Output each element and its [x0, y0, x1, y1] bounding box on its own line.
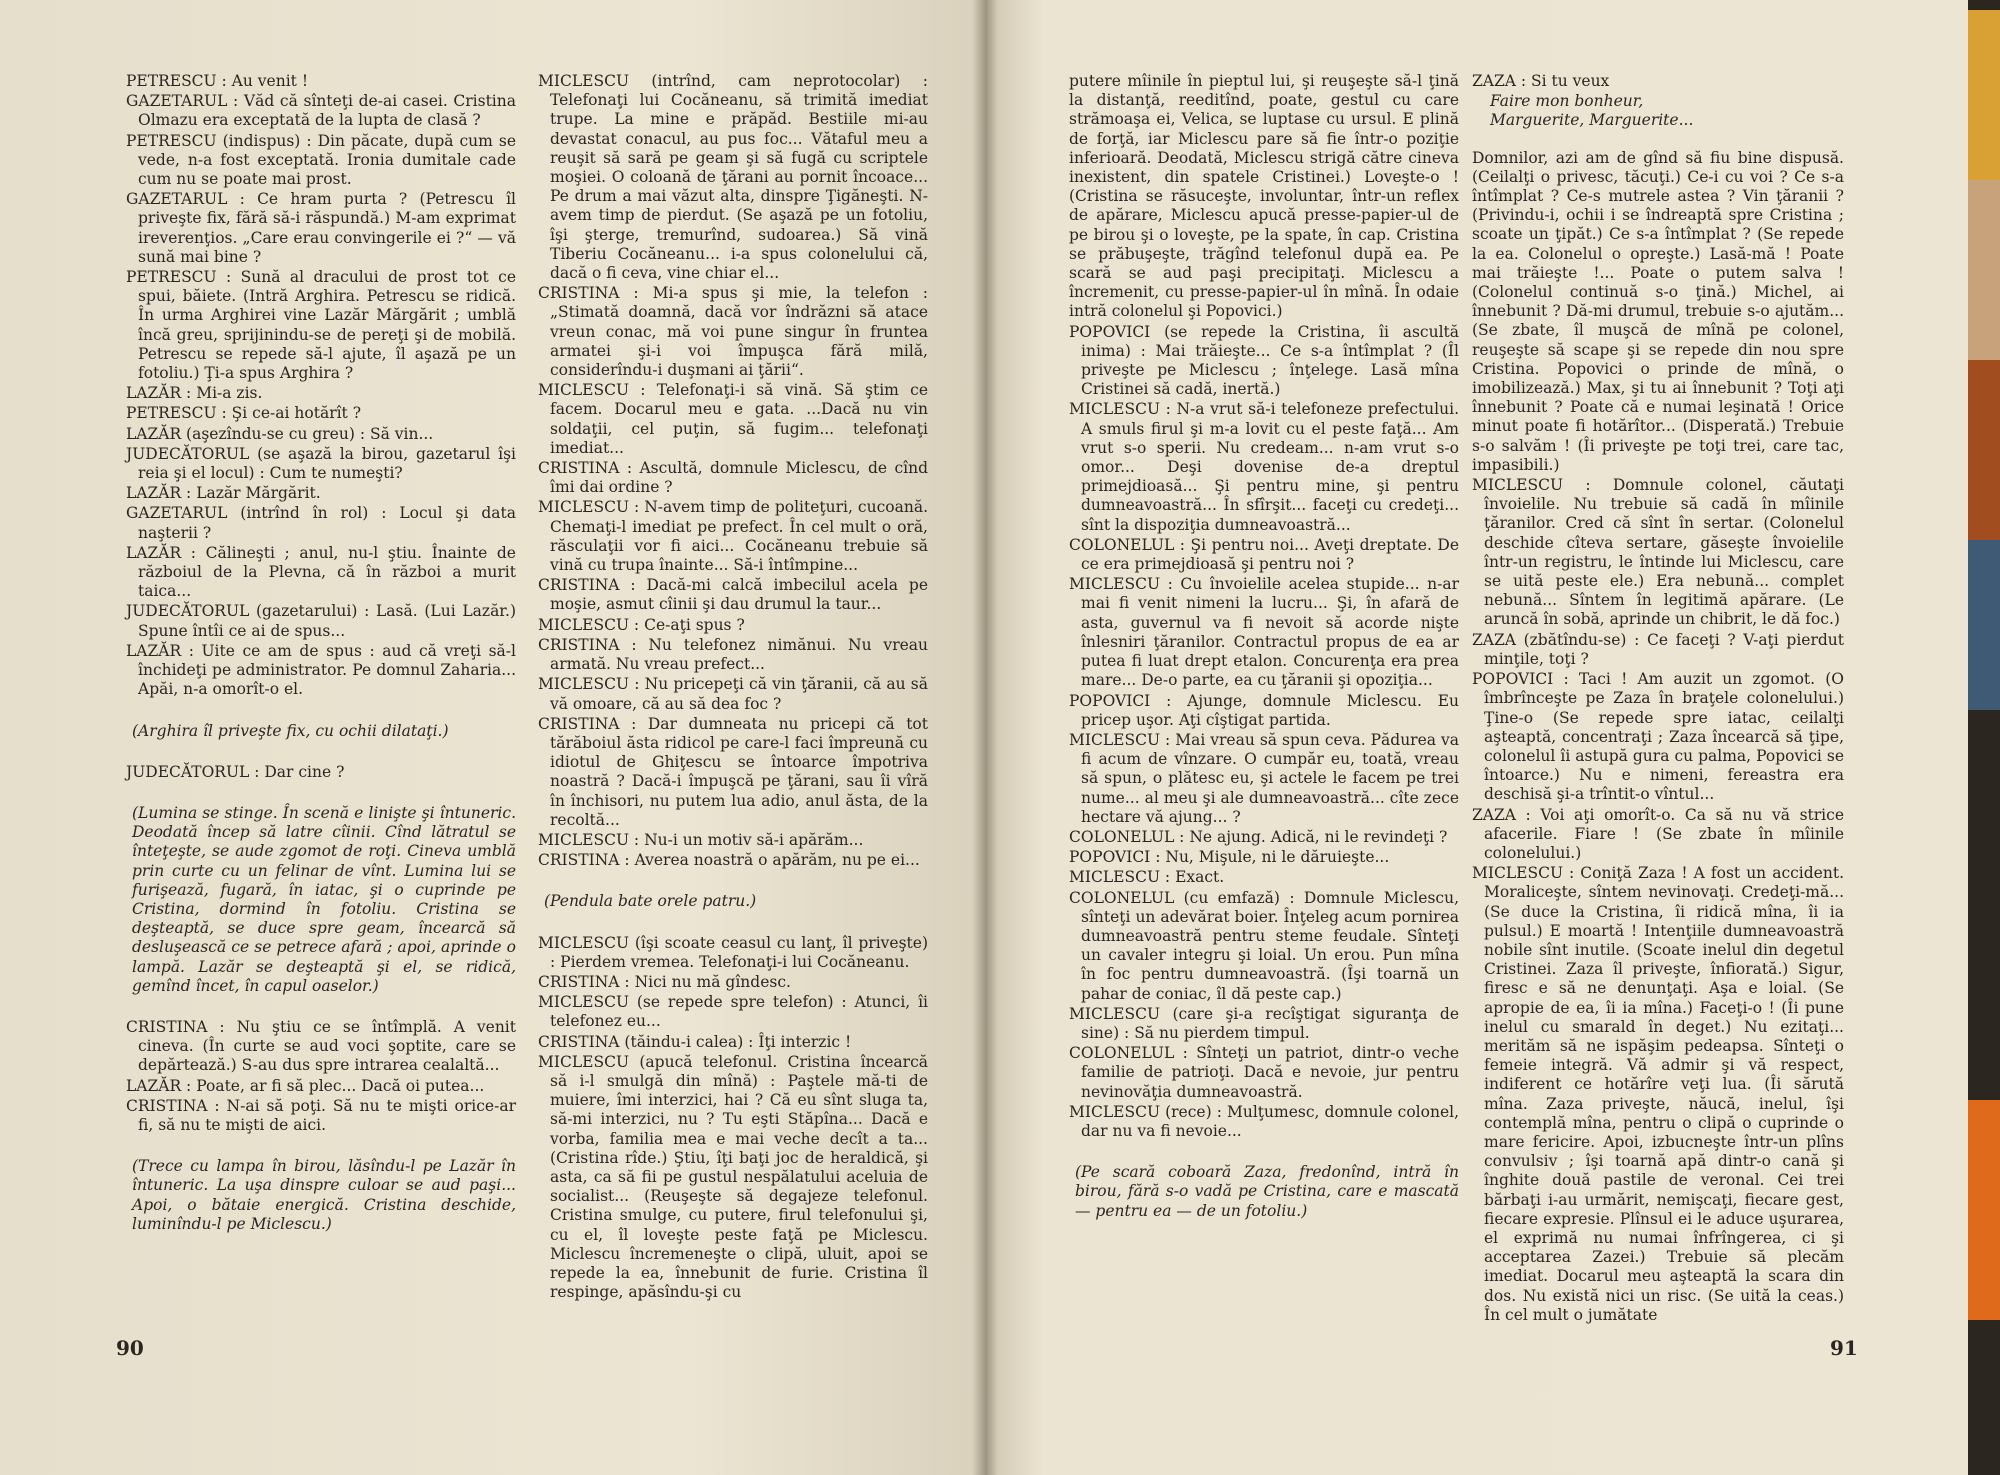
dialogue-line: MICLESCU : Telefonaţi-i să vină. Să ştim ce facem. Docarul meu e gata. ...Dacă nu vin soldaţii, cel puţin, să fugim... telefonaţi imediat...: [538, 381, 928, 457]
stage-direction: (Pe scară coboară Zaza, fredonînd, intră în birou, fără s-o vadă pe Cristina, care e mascată — pentru ea — de un fotoliu.): [1075, 1163, 1459, 1220]
dialogue-line: LAZĂR : Călineşti ; anul, nu-l ştiu. Înainte de războiul de la Plevna, că în război a murit taica...: [126, 543, 516, 601]
dialogue-line: Domnilor, azi am de gînd să fiu bine dispusă. (Ceilalţi o privesc, tăcuţi.) Ce-i cu voi ? Ce s-a întîmplat ? Ce-s mutrele astea ? Vin ţăranii ? (Privindu-i, ochii i se îndreaptă spre Cristina ; scoate un ţipăt.) Ce s-a întîmplat ? (Se repede la ea. Colonelul o opreşte.) Lasă-mă ! Poate mai trăieşte !... Poate o putem salva ! (Colonelul continuă s-o ţină.) Michel, ai înnebunit ? Dă-mi drumul, trebuie s-o ajutăm... (Se zbate, îl muşcă de mînă pe colonel, reuşeşte să scape şi se repede din nou spre Cristina. Popovici o prinde de mînă, o imobilizează.) Max, şi tu ai înnebunit ? Toţi aţi înnebunit ? Poate că e numai leşinată ! Orice minut poate fi hotărîtor... (Disperată.) Trebuie s-o salvăm ! (Îi priveşte pe toţi trei, care tac, impasibili.): [1472, 148, 1844, 474]
dialogue-line: LAZĂR : Uite ce am de spus : aud că vreţi să-l închideţi pe administrator. Pe domnul Zaharia... Apăi, n-a omorît-o el.: [126, 641, 516, 699]
book-gutter-shadow: [972, 0, 998, 1475]
dialogue-line: POPOVICI : Taci ! Am auzit un zgomot. (O îmbrînceşte pe Zaza în braţele colonelului.) Ţine-o (Se repede spre iatac, ceilalţi aşteaptă, concentraţi ; Zaza încearcă să ţipe, colonelul îi astupă gura cu palma, Popovici se întoarce.) Nu e nimeni, fereastra era deschisă şi-a trîntit-o vîntul...: [1472, 670, 1844, 804]
dialogue-line: CRISTINA : Averea noastră o apărăm, nu pe ei...: [538, 851, 920, 870]
dialogue-line: POPOVICI : Nu, Mişule, ni le dăruieşte...: [1069, 848, 1390, 867]
dialogue-line: MICLESCU : Cu învoielile acelea stupide... n-ar mai fi venit nimeni la lucru... Şi, în afară de asta, guvernul va fi nevoit să acorde nişte înlesniri ţăranilor. Contractul propus de ea ar putea fi luat drept etalon. Concurenţa era prea mare... De-o parte, ea cu ţăranii şi opoziţia...: [1069, 575, 1459, 690]
dialogue-line: Faire mon bonheur,: [1490, 92, 1644, 111]
dialogue-line: LAZĂR : Mi-a zis.: [126, 384, 263, 403]
stage-direction: (Arghira îl priveşte fix, cu ochii dilataţi.): [132, 721, 449, 740]
edge-color-tabs: [1968, 0, 2000, 1475]
dialogue-line: CRISTINA (tăindu-i calea) : Îţi interzic !: [538, 1032, 852, 1051]
dialogue-line: MICLESCU : Ce-aţi spus ?: [538, 615, 745, 634]
dialogue-line: GAZETARUL : Ce hram purta ? (Petrescu îl priveşte fix, fără să-i răspundă.) M-am exprimat ireverenţios. „Care erau convingerile ei ?“ — vă sună mai bine ?: [126, 190, 516, 266]
dialogue-line: CRISTINA : Ascultă, domnule Miclescu, de cînd îmi dai ordine ?: [538, 459, 928, 497]
dialogue-line: CRISTINA : Dacă-mi calcă imbecilul acela pe moşie, asmut cîinii şi dau drumul la taur...: [538, 576, 928, 614]
dialogue-line: MICLESCU : N-avem timp de politeţuri, cucoană. Chemaţi-l imediat pe prefect. În cel mult o oră, răsculaţii vor fi aici... Cocăneanu trebuie să vină cu trupa înainte... Să-i întîmpine...: [538, 498, 928, 575]
dialogue-line: PETRESCU (indispus) : Din păcate, după cum se vede, n-a fost exceptată. Ironia dumitale cade cum nu se poate mai prost.: [126, 131, 516, 189]
dialogue-line: COLONELUL (cu emfază) : Domnule Miclescu, sînteţi un adevărat boier. Înţeleg acum pornirea dumneavoastră pentru steme feudale. Sînteţi un cavaler integru şi loial. Un erou. Pun mîna în foc pentru dumneavoastră. (Îşi toarnă un pahar de coniac, îl dă peste cap.): [1069, 888, 1459, 1003]
tab-orange: [1968, 1100, 2000, 1320]
dialogue-line: MICLESCU (rece) : Mulţumesc, domnule colonel, dar nu va fi nevoie...: [1069, 1102, 1459, 1140]
dialogue-line: MICLESCU (îşi scoate ceasul cu lanţ, îl priveşte) : Pierdem vremea. Telefonaţi-i lui Cocăneanu.: [538, 933, 928, 971]
dialogue-line: MICLESCU (se repede spre telefon) : Atunci, îi telefonez eu...: [538, 993, 928, 1031]
dialogue-line: CRISTINA : Nu ştiu ce se întîmplă. A venit cineva. (În curte se aud voci şoptite, care se depărtează.) S-au dus spre intrarea cealaltă...: [126, 1017, 516, 1075]
tab-tan: [1968, 180, 2000, 360]
dialogue-line: LAZĂR : Lazăr Mărgărit.: [126, 484, 321, 503]
dialogue-line: MICLESCU (intrînd, cam neprotocolar) : Telefonaţi lui Cocăneanu, să trimită imediat trupe. La mine e prăpăd. Bestiile mi-au devastat conacul, au pus foc... Vătaful meu a reuşit să sară pe geam şi să fugă cu scriptele moşiei. O coloană de ţărani au pornit încoace... Pe drum a mai văzut alta, dinspre Ţigăneşti. N-avem timp de pierdut. (Se aşază pe un fotoliu, îşi şterge, tremurînd, sudoarea.) Să vină Tiberiu Cocăneanu... i-a spus colonelului că, dacă o fi ceva, vine chiar el...: [538, 72, 928, 283]
dialogue-line: GAZETARUL (intrînd în rol) : Locul şi data naşterii ?: [126, 504, 516, 542]
page-number-right: 91: [1830, 1336, 1858, 1360]
dialogue-line: MICLESCU : Nu-i un motiv să-i apărăm...: [538, 830, 864, 849]
dialogue-line: PETRESCU : Şi ce-ai hotărît ?: [126, 404, 362, 423]
tab-blue: [1968, 540, 2000, 710]
dialogue-line: LAZĂR : Poate, ar fi să plec... Dacă oi putea...: [126, 1076, 485, 1095]
dialogue-line: GAZETARUL : Văd că sînteţi de-ai casei. Cristina Olmazu era exceptată de la lupta de clasă ?: [126, 92, 516, 130]
dialogue-line: MICLESCU : Mai vreau să spun ceva. Pădurea va fi acum de vînzare. O cumpăr eu, toată, vreau să spun, o plătesc eu, şi actele le facem pe trei nume... al meu şi ale dumneavoastră... cîte zece hectare vă ajung... ?: [1069, 730, 1459, 826]
dialogue-line: LAZĂR (aşezîndu-se cu greu) : Să vin...: [126, 424, 434, 443]
dialogue-line: COLONELUL : Şi pentru noi... Aveţi dreptate. De ce era primejdioasă şi pentru noi ?: [1069, 535, 1459, 574]
dialogue-line: CRISTINA : N-ai să poţi. Să nu te mişti orice-ar fi, să nu te mişti de aici.: [126, 1096, 516, 1134]
dialogue-line: PETRESCU : Au venit !: [126, 72, 309, 90]
dialogue-line: ZAZA : Voi aţi omorît-o. Ca să nu vă strice afacerile. Fiare ! (Se zbate în mîinile colonelului.): [1472, 805, 1844, 862]
dialogue-line: MICLESCU : N-a vrut să-i telefoneze prefectului. A smuls firul şi m-a lovit cu el peste faţă... Am vrut s-o sperii. Nu credeam... n-am vrut s-o omor... Deşi dovenise de-a dreptul primejdioasă... Şi pentru mine, şi pentru dumneavoastră... În sfîrşit... faceţi cu credeţi... sînt la dispoziţia dumneavoastră...: [1069, 400, 1459, 534]
dialogue-line: MICLESCU : Nu pricepeţi că vin ţăranii, că au să vă omoare, că au să dea foc ?: [538, 675, 928, 713]
right-page: [985, 0, 1968, 1475]
dialogue-line: JUDECĂTORUL (gazetarului) : Lasă. (Lui Lazăr.) Spune întîi ce ai de spus...: [126, 602, 516, 640]
dialogue-line: putere mîinile în pieptul lui, şi reuşeşte să-l ţină la distanţă, reeditînd, poate, gestul cu care strămoaşa ei, Velica, se luptase cu ursul. E plină de forţă, iar Miclescu pare să fie într-o poziţie inferioară. Deodată, Miclescu strigă către cineva inexistent, din spatele Cristinei.) Loveşte-o ! (Cristina se răsuceşte, involuntar, într-un reflex de apărare, Miclescu apucă presse-papier-ul de pe birou şi o loveşte, pe la spate, în cap. Cristina se prăbuşeşte, trăgînd telefonul după ea. Pe scară se aud paşi precipitaţi. Miclescu a încremenit, cu presse-papier-ul în mînă. În odaie intră colonelul şi Popovici.): [1069, 72, 1459, 321]
dialogue-line: MICLESCU : Domnule colonel, căutaţi învoielile. Nu trebuie să cadă în mîinile ţăranilor. Cred că sînt în sertar. (Colonelul deschide cîteva sertare, găseşte învoielile într-un registru, le întinde lui Miclescu, care se uită peste ele.) Era nebună... complet nebună... Sîntem în legitimă apărare. (Le aruncă în sobă, aprinde un chibrit, le dă foc.): [1472, 476, 1844, 629]
dialogue-line: MICLESCU : Coniţă Zaza ! A fost un accident. Moraliceşte, sîntem nevinovaţi. Credeţi-mă... (Se duce la Cristina, îi ridică mîna, îi ia pulsul.) E moartă ! Intenţiile dumneavoastră nobile sînt inutile. (Scoate inelul din degetul Cristinei. Zaza îl priveşte, înfiorată.) Sigur, firesc e să ne denunţaţi. Aşa e loial. (Se apropie de ea, îi ia mîna.) Faceţi-o ! (Îi pune inelul cu smarald în deget.) Nu ezitaţi... merităm să ne ispăşim pedeapsa. Sînteţi o femeie integră. Vă admir şi vă respect, indiferent ce hotărîre veţi lua. (Îi sărută mîna. Zaza priveşte, năucă, inelul, îşi contemplă mîna, pentru o clipă o cuprinde o mare fericire. Apoi, izbucneşte într-un plîns convulsiv ; îşi toarnă apă dintr-o cană şi înghite două pastile de veronal. Cei trei bărbaţi i-au urmărit, nemişcaţi, fiecare gest, fiecare expresie. Plînsul ei le aduce uşurarea, el exprimă nu numai înfrîngerea, ci şi acceptarea Zazei.) Trebuie să plecăm imediat. Docarul meu aşteaptă la scara din dos. Nu există nici un risc. (Se uită la ceas.) În cel mult o jumătate: [1472, 864, 1844, 1324]
dialogue-line: COLONELUL : Sînteţi un patriot, dintr-o veche familie de patrioţi. Dacă e nevoie, jur pentru nevinovăţia dumneavoastră.: [1069, 1044, 1459, 1101]
dialogue-line: CRISTINA : Nu telefonez nimănui. Nu vreau armată. Nu vreau prefect...: [538, 635, 928, 674]
left-page-column-2: [538, 72, 928, 1303]
dialogue-line: POPOVICI : Ajunge, domnule Miclescu. Eu pricep uşor. Aţi cîştigat partida.: [1069, 691, 1459, 729]
left-page-column-1: [126, 72, 516, 1256]
dialogue-line: ZAZA (zbătîndu-se) : Ce faceţi ? V-aţi pierdut minţile, toţi ?: [1472, 630, 1844, 668]
dialogue-line: POPOVICI (se repede la Cristina, îi ascultă inima) : Mai trăieşte... Ce s-a întîmplat ? (Îl priveşte pe Miclescu ; înţelege. Lasă mîna Cristinei să cadă, inertă.): [1069, 322, 1459, 399]
dialogue-line: JUDECĂTORUL (se aşază la birou, gazetarul îşi reia şi el locul) : Cum te numeşti?: [126, 444, 516, 483]
dialogue-line: MICLESCU : Exact.: [1069, 868, 1225, 887]
tab-rust: [1968, 360, 2000, 540]
dialogue-line: ZAZA : Si tu veux: [1472, 72, 1610, 90]
stage-direction: (Trece cu lampa în birou, lăsîndu-l pe Lazăr în întuneric. La uşa dinspre culoar se aud paşi... Apoi, o bătaie energică. Cristina deschide, luminîndu-l pe Miclescu.): [132, 1157, 516, 1233]
right-page-column-2: [1472, 72, 1844, 1326]
dialogue-line: CRISTINA : Nici nu mă gîndesc.: [538, 972, 791, 991]
dialogue-line: CRISTINA : Dar dumneata nu pricepi că tot tărăboiul ăsta ridicol pe care-l faci împreună cu idiotul de Ghiţescu se întoarce împotriva noastră ? Dacă-i împuşcă pe ţărani, sau îi vîră în închisori, nu putem lua adio, anul ăsta, de la recoltă...: [538, 714, 928, 829]
page-number-left: 90: [116, 1336, 144, 1360]
stage-direction: (Lumina se stinge. În scenă e linişte şi întuneric. Deodată încep să latre cîinii. Cînd lătratul se înteţeşte, se aude zgomot de roţi. Cineva umblă prin curte cu un felinar de vînt. Lumina lui se furişează, fugară, în iatac, şi o cuprinde pe Cristina, dormind în fotoliu. Cristina se deşteaptă, se duce spre geam, încearcă să desluşească ce se petrece afară ; apoi, aprinde o lampă. Lazăr se deşteaptă şi el, se ridică, gemînd încet, în capul oaselor.): [132, 803, 516, 995]
dialogue-line: PETRESCU : Sună al dracului de prost tot ce spui, băiete. (Intră Arghira. Petrescu se ridică. În urma Arghirei vine Lazăr Mărgărit ; umblă încă greu, sprijinindu-se de pereţi şi de mobilă. Petrescu se repede să-l ajute, îl aşază pe un fotoliu.) Ţi-a spus Arghira ?: [126, 268, 516, 383]
stage-direction: (Pendula bate orele patru.): [544, 892, 757, 911]
dialogue-line: JUDECĂTORUL : Dar cine ?: [126, 762, 345, 781]
dialogue-line: MICLESCU (care şi-a recîştigat siguranţa de sine) : Să nu pierdem timpul.: [1069, 1004, 1459, 1042]
dialogue-line: Marguerite, Marguerite...: [1490, 111, 1694, 130]
tab-yellow: [1968, 10, 2000, 180]
dialogue-line: CRISTINA : Mi-a spus şi mie, la telefon : „Stimată doamnă, dacă vor îndrăzni să atace vreun conac, mă voi pune singur în fruntea armatei şi-i voi împuşca fără milă, considerîndu-i duşmani ai ţării“.: [538, 284, 928, 380]
dialogue-line: MICLESCU (apucă telefonul. Cristina încearcă să i-l smulgă din mînă) : Paştele mă-ti de muiere, îmi interzici, hai ? Că eu sînt sluga ta, să-mi interzici, nu ? Tu eşti Stăpîna... Dacă e vorba, familia mea e mai veche decît a ta... (Cristina rîde.) Ştiu, îţi baţi joc de heraldică, şi asta, ca să fii pe gustul nespălatului aceluia de socialist... (Reuşeşte să degajeze telefonul. Cristina smulge, cu putere, firul telefonului şi, cu el, îl loveşte peste faţă pe Miclescu. Miclescu încremeneşte o clipă, uluit, apoi se repede la ea, înnebunit de furie. Cristina îl respinge, apăsîndu-şi cu: [538, 1052, 928, 1302]
right-page-column-1: [1069, 72, 1459, 1243]
dialogue-line: COLONELUL : Ne ajung. Adică, ni le revindeţi ?: [1069, 827, 1448, 846]
left-page: [0, 0, 985, 1475]
